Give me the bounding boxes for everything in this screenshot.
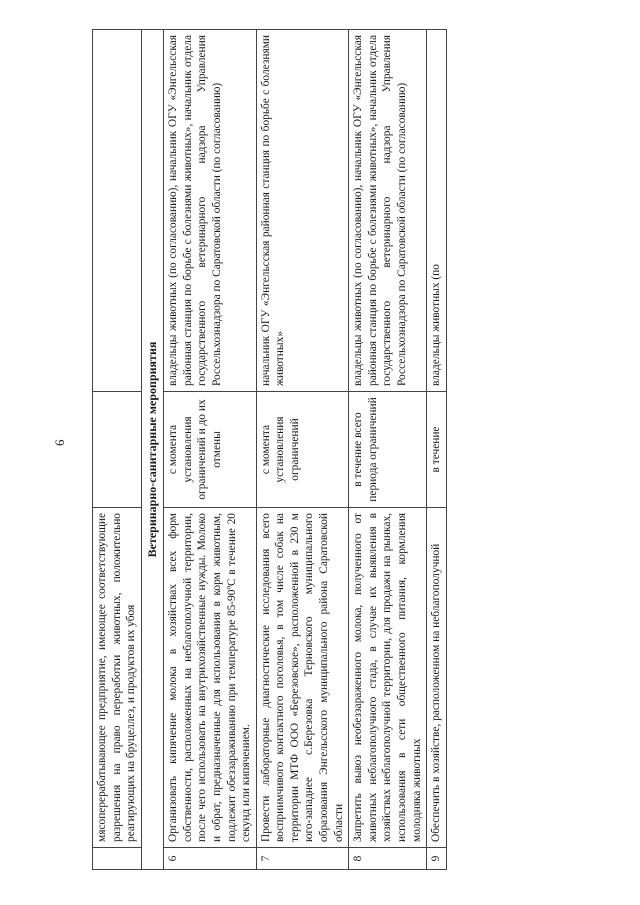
term-cell: в течение	[427, 392, 447, 508]
page-number: 6	[52, 439, 67, 446]
responsible-cell	[93, 30, 142, 392]
row-number	[93, 848, 142, 870]
section-header-row	[141, 30, 163, 870]
row-number: 8	[349, 848, 427, 870]
rotated-page-content	[92, 30, 612, 870]
table-row	[256, 30, 349, 870]
row-number: 7	[256, 848, 349, 870]
table-row	[349, 30, 427, 870]
measures-table	[92, 29, 447, 870]
responsible-cell: владельцы животных (по	[427, 30, 447, 392]
term-cell: в течение всего периода ограничений	[349, 392, 427, 508]
measure-cell: Запретить вывоз необеззараженного молока, полученного от животных неблагополучного стада, в случае их выявления в хозяйствах неблагополучной территории, для продажи на рынках, использования в сети общественного питания, кормления молодняка животных	[349, 508, 427, 848]
row-number: 6	[164, 848, 257, 870]
measure-cell: Организовать кипячение молока в хозяйствах всех форм собственности, расположенных на неблагополучной территории, после чего использовать на внутрихозяйственные нужды. Молоко и обрат, предназначенные для использования в корм животным, подлежит обеззараживанию при температуре 85-90ºС в течение 20 секунд или кипячением.	[164, 508, 257, 848]
term-cell: с момента установления ограничений и до их отмены	[164, 392, 257, 508]
measure-cell: Обеспечить в хозяйстве, расположенном на неблагополучной	[427, 508, 447, 848]
responsible-cell: владельцы животных (по согласованию), начальник ОГУ «Энгельсская районная станция по борьбе с болезнями животных», начальник отдела государственного ветеринарного надзора Управления Россельхознадзора по Саратовской области (по согласованию)	[164, 30, 257, 392]
responsible-cell: владельцы животных (по согласованию), начальник ОГУ «Энгельсская районная станция по борьбе с болезнями животных», начальник отдела государственного ветеринарного надзора Управления Россельхознадзора по Саратовской области (по согласованию)	[349, 30, 427, 392]
section-title: Ветеринарно-санитарные мероприятия	[141, 30, 163, 870]
term-cell: с момента установления ограничений	[256, 392, 349, 508]
responsible-cell: начальник ОГУ «Энгельсская районная станция по борьбе с болезнями животных»	[256, 30, 349, 392]
term-cell	[93, 392, 142, 508]
table-row	[427, 30, 447, 870]
row-number: 9	[427, 848, 447, 870]
measure-cell: Провести лабораторные диагностические исследования всего восприимчивого контактного поголовья, в том числе собак на территории МТФ ООО «Березовское», расположенной в 230 м юго-западнее с.Березовка Терновского муниципального образования Энгельсского муниципального района Саратовской области	[256, 508, 349, 848]
table-row	[93, 30, 142, 870]
measure-cell: мясоперерабатывающее предприятие, имеющее соответствующие разрешения на право переработки животных, положительно реагирующих на бруцеллез, и продуктов их убоя	[93, 508, 142, 848]
table-row	[164, 30, 257, 870]
